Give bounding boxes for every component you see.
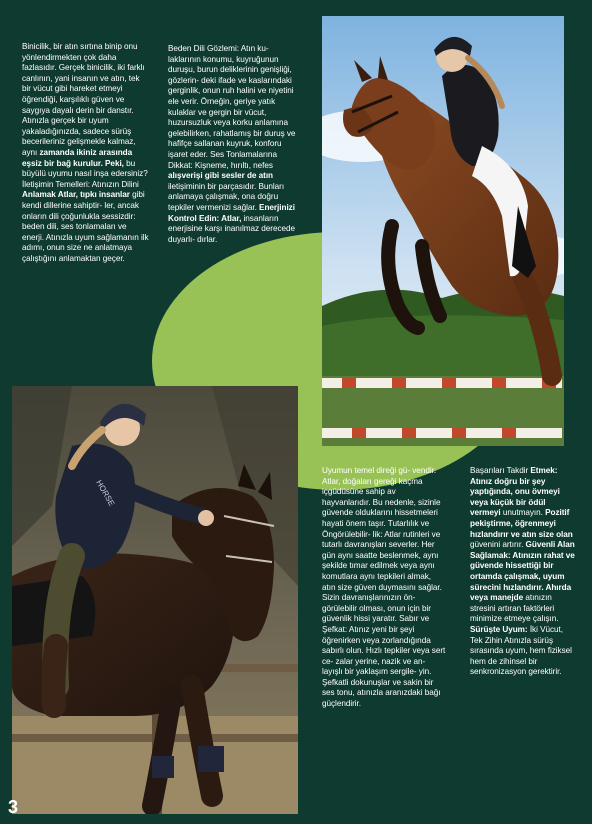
rider-on-horse-photo (12, 386, 298, 814)
col4-text-3: güvenini artırır. (470, 540, 524, 550)
col1-bold-1: zamanda ikiniz arasında eşsiz bir bağ kurulur. Peki, (22, 147, 133, 168)
col2-text-2: iletişiminin bir parçasıdır. Bunları anlamaya çalışmak, ona doğru tepkiler vermenizi sağlar. (168, 181, 285, 212)
col4-bold-1: Etmek: Atınız doğru bir şey yaptığında, onu övmeyi veya küçük bir ödül vermeyi (470, 466, 560, 518)
text-column-2 (168, 44, 296, 245)
col1-text-2: bu büyülü uyumu nasıl inşa edersiniz? İletişimin Temelleri: Atınızın Dilini (22, 158, 148, 189)
show-jumping-illustration (322, 16, 564, 446)
column-4-paragraph (470, 466, 576, 678)
col1-text-3: gibi kendi dillerine sahiptir- ler, ancak onların dili çoğunlukla sessizdir: beden dili, ses tonlamaları ve enerji. Atınızla uyum sağlamanın ilk adımı, onun size ne anlatmaya çalıştığını anlamaktan geçer. (22, 190, 149, 263)
col4-bold-3: Güvenli Alan Sağlamak: Atınızın rahat ve güvende hissettiği bir ortamda çalışmak, uyum sürecini hızlandırır. Ahırda veya manejde (470, 540, 575, 603)
col2-bold-2: Enerjinizi Kontrol Edin: Atlar, (168, 202, 295, 223)
col1-bold-2: Anlamak Atlar, tıpkı insanlar (22, 190, 130, 200)
column-2-paragraph (168, 44, 296, 245)
show-jumping-photo (322, 16, 564, 446)
col4-text-1: Başarıları Takdir (470, 466, 529, 475)
text-column-1 (22, 42, 150, 264)
column-1-paragraph (22, 42, 150, 264)
col4-text-4: atınızın stresini artıran faktörleri minimize etmeye çalışın. (470, 593, 559, 624)
text-column-3 (322, 466, 446, 710)
col2-bold-1: alışverişi gibi sesler de atın (168, 171, 273, 181)
rider-illustration (12, 386, 298, 814)
col4-bold-2: Pozitif pekiştirme, öğrenmeyi hızlandırır ve atın size olan (470, 508, 573, 539)
svg-text:HORSE: HORSE (94, 478, 117, 508)
page-number: 3 (8, 797, 19, 817)
text-column-4 (470, 466, 576, 678)
col2-text-3: insanların enerjisine karşı inanılmaz derecede duyarlı- dırlar. (168, 213, 296, 244)
col3-text-1: Uyumun temel direği gü- vendir. Atlar, doğaları gereği kaçma içgüdüsüne sahip av hayvanlarıdır. Bu nedenle, sizinle güvende olduklarını hissetmeleri hayati önem taşır. Tutarlılık ve Öngörülebilir- lik: Atlar rutinleri ve tutarlı davranışları severler. Her gün aynı saatte beslenmek, aynı şekilde tımar edilmek veya aynı komutlara aynı tepkileri almak, atın size güven duymasını sağlar. Sizin davranışlarınızın ön- görülebilir olması, onun için bir güvenlik hissi yaratır. Sabır ve Şefkat: Atınız yeni bir şeyi öğrenirken veya zorlandığında sabırlı olun. Hızlı tepkiler veya sert ce- zalar yerine, nazik ve an- layışlı bir yaklaşım sergile- yin. Şefkatli dokunuşlar ve sakin bir ses tonu, atınızla aranızdaki bağı güçlendirir. (322, 466, 446, 709)
col4-text-5: İki Vücut, Tek Zihin Atınızla sürüş sırasında uyum, hem fiziksel hem de zihinsel bir senkronizasyon gerektirir. (470, 624, 572, 677)
col4-text-2: unutmayın. (502, 508, 543, 518)
col2-text-1: Beden Dili Gözlemi: Atın ku- laklarının konumu, kuyruğunun duruşu, burun deliklerinin genişliği, gözlerin- deki ifade ve kaslarındaki gerginlik, onun ruh halini ve niyetini ele verir. Örneğin, geriye yatık kulaklar ve gergin bir vücut, huzursuzluk veya korku anlamına gelebilirken, rahatlamış bir duruş ve hafifçe sallanan kuyruk, konforu işaret eder. Ses Tonlamalarına Dikkat: Kişneme, hırıltı, nefes (168, 44, 296, 170)
col4-bold-4: Sürüşte Uyum: (470, 624, 528, 634)
col1-text-1: Binicilik, bir atın sırtına binip onu yönlendirmekten çok daha fazlasıdır. Gerçek binicilik, iki farklı canlının, yani insanın ve atın, tek bir vücut gibi hareket etmeyi öğrendiği, karşılıklı güven ve saygıya dayalı derin bir danstır. Atınızla gerçek bir uyum yakaladığınızda, sadece sürüş becerileriniz gelişmekle kalmaz, aynı (22, 42, 145, 157)
